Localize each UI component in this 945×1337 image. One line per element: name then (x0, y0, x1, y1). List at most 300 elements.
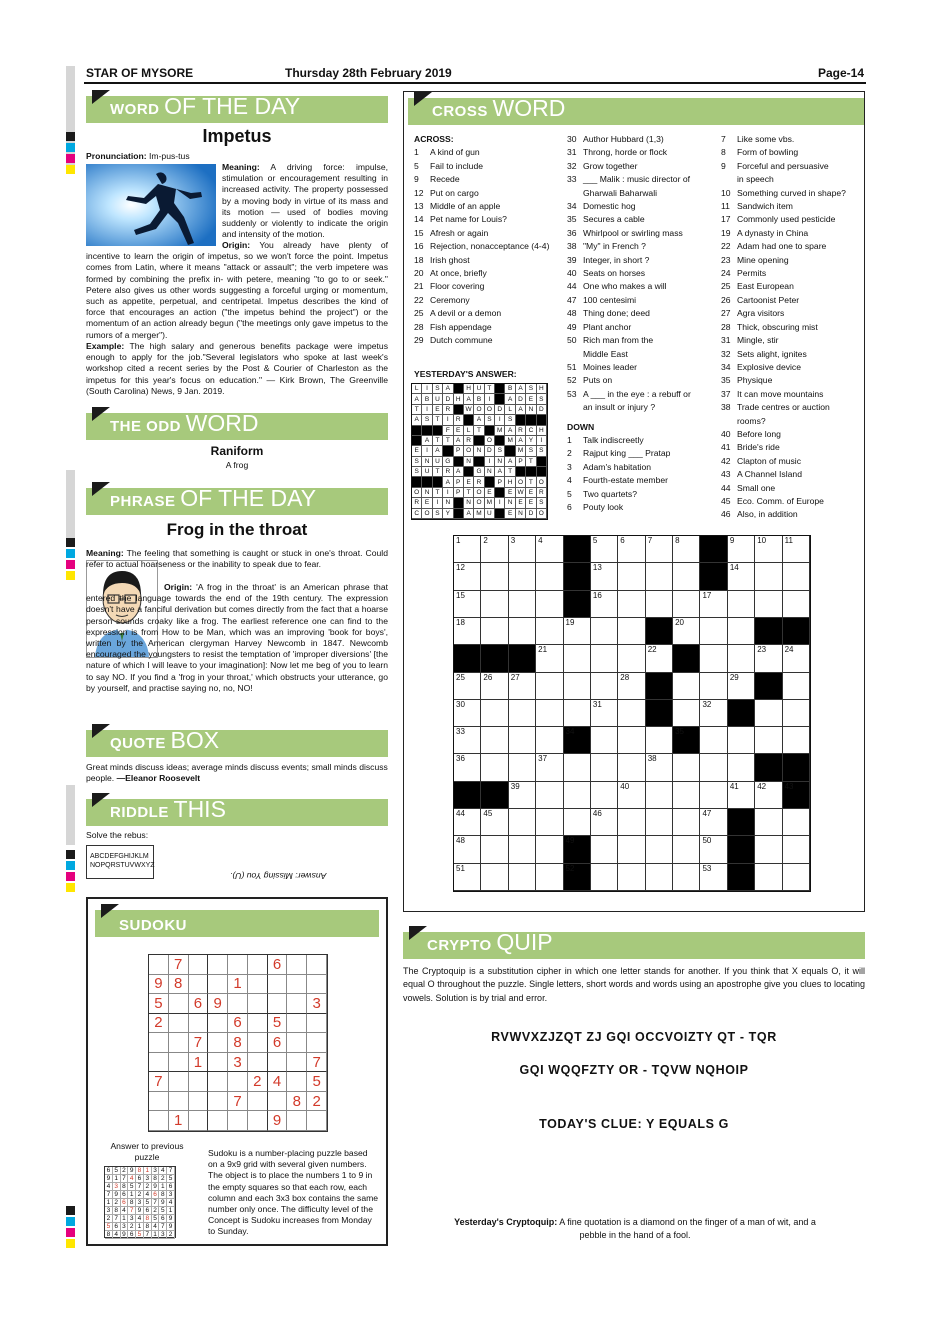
crossword-cell[interactable] (536, 563, 563, 590)
sudoku-empty-cell[interactable] (208, 955, 228, 975)
crossword-cell[interactable] (509, 782, 536, 809)
answer-letter: H (505, 477, 515, 487)
crossword-cell[interactable] (700, 673, 727, 700)
crossword-cell[interactable] (591, 563, 618, 590)
sudoku-empty-cell[interactable] (189, 975, 209, 995)
sudoku-answer-cell: 9 (121, 1231, 129, 1239)
crossword-cell[interactable] (618, 864, 645, 891)
answer-letter: M (516, 446, 526, 456)
clue-number: 3 (567, 461, 572, 472)
answer-letter: T (443, 436, 453, 446)
answer-letter: I (537, 436, 547, 446)
crossword-cell[interactable] (509, 700, 536, 727)
crossword-cell[interactable] (646, 563, 673, 590)
crossword-cell[interactable] (783, 727, 810, 754)
across-clue (414, 146, 564, 159)
clue-number: 38 (567, 241, 577, 252)
crossword-cell[interactable] (509, 727, 536, 754)
crossword-cell[interactable] (646, 645, 673, 672)
sudoku-empty-cell[interactable] (248, 994, 268, 1014)
clue-number: 50 (567, 335, 577, 346)
crossword-cell[interactable] (536, 673, 563, 700)
sudoku-empty-cell[interactable] (287, 1033, 307, 1053)
sudoku-empty-cell[interactable] (208, 1053, 228, 1073)
crossword-cell[interactable] (536, 782, 563, 809)
sudoku-empty-cell[interactable] (208, 975, 228, 995)
crossword-cell[interactable] (481, 563, 508, 590)
crossword-block (564, 536, 591, 563)
sudoku-empty-cell[interactable] (149, 1092, 169, 1112)
sudoku-empty-cell[interactable] (268, 975, 288, 995)
answer-letter: A (516, 384, 526, 394)
clue-number: 31 (721, 335, 731, 346)
crossword-cell[interactable] (673, 591, 700, 618)
crossword-cell[interactable] (618, 727, 645, 754)
sudoku-empty-cell[interactable] (169, 994, 189, 1014)
crossword-cell[interactable] (509, 591, 536, 618)
down_right-clue (721, 133, 861, 146)
crossword-cell[interactable] (481, 673, 508, 700)
crossword-cell[interactable] (481, 754, 508, 781)
crossword-cell[interactable] (454, 700, 481, 727)
sudoku-answer-cell: 8 (144, 1215, 152, 1223)
sudoku-empty-cell[interactable] (149, 955, 169, 975)
crossword-cell[interactable] (454, 618, 481, 645)
crossword-cell[interactable] (618, 754, 645, 781)
crossword-cell[interactable] (728, 782, 755, 809)
sudoku-empty-cell[interactable] (169, 1014, 189, 1034)
sudoku-empty-cell[interactable] (228, 1072, 248, 1092)
crossword-block (755, 754, 782, 781)
sudoku-empty-cell[interactable] (189, 1111, 209, 1131)
sudoku-empty-cell[interactable] (248, 1014, 268, 1034)
crossword-cell[interactable] (564, 754, 591, 781)
crossword-cell[interactable] (536, 836, 563, 863)
crossword-cell[interactable] (700, 591, 727, 618)
crossword-cell[interactable] (700, 809, 727, 836)
crossword-cell[interactable] (454, 836, 481, 863)
crossword-cell[interactable] (728, 536, 755, 563)
crossword-cell[interactable] (536, 700, 563, 727)
answer-letter: O (537, 477, 547, 487)
crossword-cell[interactable] (618, 782, 645, 809)
sudoku-empty-cell[interactable] (208, 1111, 228, 1131)
clue-number: 47 (567, 294, 577, 305)
crossword-cell[interactable] (481, 836, 508, 863)
crossword-cell[interactable] (591, 536, 618, 563)
crossword-cell[interactable] (755, 700, 782, 727)
crossword-cell[interactable] (509, 836, 536, 863)
sudoku-empty-cell[interactable] (189, 955, 209, 975)
sudoku-empty-cell[interactable] (287, 975, 307, 995)
crossword-cell[interactable] (564, 782, 591, 809)
crossword-cell[interactable] (618, 836, 645, 863)
answer-letter: T (433, 415, 443, 425)
sudoku-empty-cell[interactable] (287, 1053, 307, 1073)
clue-text: 100 centesimi (583, 294, 637, 305)
clue-number: 34 (721, 361, 731, 372)
answer-letter: R (454, 415, 464, 425)
crossword-cell[interactable] (591, 591, 618, 618)
down_right-clue (721, 401, 861, 414)
crossword-cell[interactable] (618, 618, 645, 645)
clue-number: 30 (567, 134, 577, 144)
sudoku-empty-cell[interactable] (287, 1111, 307, 1131)
crossword-cell[interactable] (481, 618, 508, 645)
sudoku-given: 2 (149, 1014, 169, 1034)
cell-number: 47 (702, 809, 712, 819)
crossword-cell[interactable] (700, 645, 727, 672)
sudoku-empty-cell[interactable] (208, 1014, 228, 1034)
sudoku-empty-cell[interactable] (149, 1053, 169, 1073)
crossword-cell[interactable] (755, 782, 782, 809)
crossword-cell[interactable] (536, 618, 563, 645)
cell-number: 21 (538, 645, 548, 655)
sudoku-given: 7 (169, 955, 189, 975)
clue-text: Cartoonist Peter (737, 294, 800, 305)
cell-number: 41 (729, 781, 739, 791)
sudoku-given: 1 (228, 975, 248, 995)
down_right-clue (721, 254, 861, 267)
crossword-cell[interactable] (564, 673, 591, 700)
crossword-cell[interactable] (591, 618, 618, 645)
crossword-cell[interactable] (481, 591, 508, 618)
crossword-cell[interactable] (673, 700, 700, 727)
sudoku-given: 7 (149, 1072, 169, 1092)
crossword-cell[interactable] (673, 754, 700, 781)
sudoku-given: 8 (228, 1033, 248, 1053)
sudoku-empty-cell[interactable] (287, 994, 307, 1014)
crossword-cell[interactable] (728, 754, 755, 781)
crossword-cell[interactable] (673, 618, 700, 645)
clue-number: 40 (567, 268, 577, 279)
sudoku-empty-cell[interactable] (307, 955, 327, 975)
sudoku-answer-cell: 2 (136, 1191, 144, 1199)
crossword-cell[interactable] (591, 809, 618, 836)
crossword-block (728, 809, 755, 836)
crossword-cell[interactable] (454, 754, 481, 781)
answer-letter: C (412, 509, 422, 519)
crossword-cell[interactable] (454, 563, 481, 590)
down_right-clue (721, 508, 861, 521)
clue-text: A kind of gun (430, 147, 480, 158)
clue-text: Thing done; deed (583, 308, 650, 319)
sudoku-empty-cell[interactable] (248, 1111, 268, 1131)
answer-letter: D (537, 405, 547, 415)
crossword-cell[interactable] (618, 809, 645, 836)
sudoku-empty-cell[interactable] (307, 1033, 327, 1053)
answer-letter: H (454, 394, 464, 404)
sudoku-empty-cell[interactable] (169, 1033, 189, 1053)
crossword-cell[interactable] (646, 782, 673, 809)
crossword-cell[interactable] (755, 727, 782, 754)
sudoku-empty-cell[interactable] (248, 975, 268, 995)
crossword-cell[interactable] (783, 563, 810, 590)
sudoku-empty-cell[interactable] (228, 955, 248, 975)
crossword-cell[interactable] (509, 536, 536, 563)
crossword-cell[interactable] (700, 700, 727, 727)
crossword-cell[interactable] (481, 536, 508, 563)
crossword-cell[interactable] (646, 591, 673, 618)
crossword-cell[interactable] (700, 754, 727, 781)
answer-letter: S (526, 384, 536, 394)
sudoku-empty-cell[interactable] (287, 1072, 307, 1092)
crossword-cell[interactable] (755, 536, 782, 563)
sudoku-answer-cell: 8 (128, 1199, 136, 1207)
crossword-cell[interactable] (728, 591, 755, 618)
crossword-cell[interactable] (618, 591, 645, 618)
crossword-cell[interactable] (755, 836, 782, 863)
crossword-cell[interactable] (481, 809, 508, 836)
crossword-cell[interactable] (646, 836, 673, 863)
sudoku-answer-cell: 7 (159, 1223, 167, 1231)
crossword-cell[interactable] (755, 645, 782, 672)
sudoku-empty-cell[interactable] (287, 955, 307, 975)
down_right-clue (721, 388, 861, 401)
crossword-cell[interactable] (783, 700, 810, 727)
sudoku-answer-cell: 6 (105, 1167, 113, 1175)
sudoku-answer-cell: 1 (144, 1167, 152, 1175)
sudoku-answer-cell: 8 (121, 1183, 129, 1191)
crossword-cell[interactable] (673, 673, 700, 700)
answer-letter: T (526, 477, 536, 487)
sudoku-answer-cell: 5 (167, 1175, 175, 1183)
crossword-cell[interactable] (454, 591, 481, 618)
sudoku-answer-label: Answer to previous puzzle (110, 1141, 184, 1163)
cell-number: 10 (757, 536, 767, 545)
answer-letter: I (495, 498, 505, 508)
crossword-cell[interactable] (783, 864, 810, 891)
crossword-cell[interactable] (536, 727, 563, 754)
sudoku-empty-cell[interactable] (228, 994, 248, 1014)
margin-strip (66, 470, 75, 540)
sudoku-answer-cell: 6 (136, 1175, 144, 1183)
answer-letter: O (516, 477, 526, 487)
crossword-cell[interactable] (481, 700, 508, 727)
crossword-cell[interactable] (591, 782, 618, 809)
crossword-cell[interactable] (728, 563, 755, 590)
across-clue (414, 334, 564, 347)
crossword-cell[interactable] (755, 591, 782, 618)
sudoku-answer-cell: 4 (159, 1167, 167, 1175)
crossword-cell[interactable] (755, 563, 782, 590)
crossword-cell[interactable] (564, 618, 591, 645)
crossword-grid (453, 535, 811, 892)
crossword-cell[interactable] (564, 645, 591, 672)
crossword-block (454, 782, 481, 809)
crossword-cell[interactable] (454, 673, 481, 700)
odd-word-header: THE ODD WORD (86, 413, 388, 440)
sudoku-empty-cell[interactable] (307, 1014, 327, 1034)
sudoku-answer-cell: 9 (105, 1175, 113, 1183)
crossword-cell[interactable] (700, 727, 727, 754)
sudoku-empty-cell[interactable] (208, 1092, 228, 1112)
sudoku-empty-cell[interactable] (248, 1033, 268, 1053)
crossword-cell[interactable] (509, 673, 536, 700)
crossword-cell[interactable] (591, 864, 618, 891)
sudoku-answer-cell: 5 (159, 1207, 167, 1215)
crossword-cell[interactable] (454, 864, 481, 891)
down_right-clue (721, 361, 861, 374)
sudoku-given: 8 (287, 1092, 307, 1112)
sudoku-empty-cell[interactable] (268, 1053, 288, 1073)
clue-number: 9 (414, 174, 419, 185)
crossword-cell[interactable] (618, 563, 645, 590)
crossword-cell[interactable] (454, 809, 481, 836)
crossword-cell[interactable] (509, 754, 536, 781)
answer-letter: T (474, 426, 484, 436)
crossword-cell[interactable] (728, 645, 755, 672)
sudoku-given: 2 (248, 1072, 268, 1092)
crossword-cell[interactable] (454, 536, 481, 563)
sudoku-answer-cell: 8 (144, 1223, 152, 1231)
answer-block (516, 415, 526, 425)
crossword-cell[interactable] (618, 700, 645, 727)
crossword-cell[interactable] (783, 536, 810, 563)
crossword-cell[interactable] (509, 864, 536, 891)
crossword-block (673, 645, 700, 672)
crossword-cell[interactable] (728, 618, 755, 645)
answer-letter: D (526, 509, 536, 519)
crossword-cell[interactable] (536, 591, 563, 618)
crossword-cell[interactable] (618, 673, 645, 700)
sudoku-empty-cell[interactable] (149, 1111, 169, 1131)
sudoku-empty-cell[interactable] (268, 994, 288, 1014)
crossword-cell[interactable] (591, 754, 618, 781)
answer-letter: L (412, 384, 422, 394)
sudoku-empty-cell[interactable] (149, 1033, 169, 1053)
sudoku-empty-cell[interactable] (189, 1092, 209, 1112)
register-mark-magenta (66, 1228, 75, 1237)
crossword-cell[interactable] (673, 536, 700, 563)
sudoku-empty-cell[interactable] (307, 1111, 327, 1131)
crossword-cell[interactable] (673, 563, 700, 590)
crossword-cell[interactable] (618, 645, 645, 672)
down_right-clue (721, 280, 861, 293)
sudoku-empty-cell[interactable] (169, 1072, 189, 1092)
clue-number: 20 (414, 268, 424, 279)
across_mid-clue (567, 227, 717, 240)
answer-block (464, 467, 474, 477)
crossword-block (454, 645, 481, 672)
crossword-cell[interactable] (783, 645, 810, 672)
answer-block (537, 467, 547, 477)
sudoku-empty-cell[interactable] (248, 1092, 268, 1112)
crossword-cell[interactable] (591, 673, 618, 700)
crossword-cell[interactable] (481, 727, 508, 754)
sudoku-empty-cell[interactable] (228, 1111, 248, 1131)
crossword-cell[interactable] (591, 645, 618, 672)
crossword-cell[interactable] (536, 809, 563, 836)
crossword-cell[interactable] (783, 673, 810, 700)
sudoku-empty-cell[interactable] (248, 955, 268, 975)
crossword-cell[interactable] (700, 836, 727, 863)
answer-letter: O (464, 446, 474, 456)
crossword-cell[interactable] (591, 700, 618, 727)
crossword-cell[interactable] (536, 536, 563, 563)
across-heading: ACROSS: (414, 134, 454, 144)
crossword-cell[interactable] (509, 618, 536, 645)
crossword-cell[interactable] (755, 864, 782, 891)
crossword-cell[interactable] (728, 673, 755, 700)
crossword-cell[interactable] (646, 809, 673, 836)
crossword-cell[interactable] (700, 864, 727, 891)
crossword-cell[interactable] (591, 727, 618, 754)
cell-number: 43 (784, 781, 794, 791)
crossword-cell[interactable] (646, 864, 673, 891)
clue-text: A dynasty in China (737, 227, 809, 238)
cell-number: 26 (483, 672, 493, 682)
sudoku-answer-cell: 1 (167, 1207, 175, 1215)
cell-number: 7 (647, 536, 653, 545)
crossword-cell[interactable] (564, 700, 591, 727)
crossword-cell[interactable] (454, 727, 481, 754)
answer-block (412, 477, 422, 487)
across-clue (414, 240, 564, 253)
crossword-cell[interactable] (783, 809, 810, 836)
crossword-cell[interactable] (536, 864, 563, 891)
crossword-cell[interactable] (646, 754, 673, 781)
clue-text: Form of bowling (737, 147, 799, 158)
down_right-clue (721, 294, 861, 307)
crossword-cell[interactable] (564, 809, 591, 836)
clue-text: A devil or a demon (430, 308, 502, 319)
clue-number: 29 (414, 335, 424, 346)
sudoku-empty-cell[interactable] (189, 1014, 209, 1034)
crossword-cell[interactable] (700, 782, 727, 809)
crossword-cell[interactable] (728, 727, 755, 754)
crossword-cell[interactable] (646, 536, 673, 563)
crossword-cell[interactable] (618, 536, 645, 563)
clue-number: 25 (414, 308, 424, 319)
sudoku-given: 1 (169, 1111, 189, 1131)
sudoku-empty-cell[interactable] (208, 1033, 228, 1053)
sudoku-answer-cell: 2 (167, 1231, 175, 1239)
sudoku-empty-cell[interactable] (169, 1053, 189, 1073)
crossword-cell[interactable] (673, 836, 700, 863)
crossword-cell[interactable] (700, 618, 727, 645)
sudoku-answer-cell: 5 (144, 1199, 152, 1207)
sudoku-given: 3 (228, 1053, 248, 1073)
crossword-cell[interactable] (536, 645, 563, 672)
sudoku-empty-cell[interactable] (248, 1053, 268, 1073)
clue-number: 48 (567, 308, 577, 319)
crossword-cell[interactable] (783, 591, 810, 618)
sudoku-empty-cell[interactable] (268, 1092, 288, 1112)
answer-letter: M (505, 436, 515, 446)
crossword-cell[interactable] (509, 563, 536, 590)
across_mid-clue (567, 213, 717, 226)
crossword-cell[interactable] (673, 809, 700, 836)
answer-letter: N (495, 457, 505, 467)
answer-letter: D (443, 394, 453, 404)
sudoku-empty-cell[interactable] (169, 1092, 189, 1112)
crossword-cell[interactable] (481, 864, 508, 891)
crossword-cell[interactable] (509, 809, 536, 836)
crossword-cell[interactable] (783, 836, 810, 863)
answer-letter: P (454, 446, 464, 456)
crossword-cell[interactable] (673, 864, 700, 891)
sudoku-empty-cell[interactable] (307, 975, 327, 995)
sudoku-empty-cell[interactable] (208, 1072, 228, 1092)
sudoku-empty-cell[interactable] (287, 1014, 307, 1034)
crossword-cell[interactable] (673, 782, 700, 809)
crossword-cell[interactable] (591, 836, 618, 863)
crossword-cell[interactable] (755, 809, 782, 836)
sudoku-empty-cell[interactable] (189, 1072, 209, 1092)
crossword-cell[interactable] (536, 754, 563, 781)
crossword-cell[interactable] (646, 727, 673, 754)
